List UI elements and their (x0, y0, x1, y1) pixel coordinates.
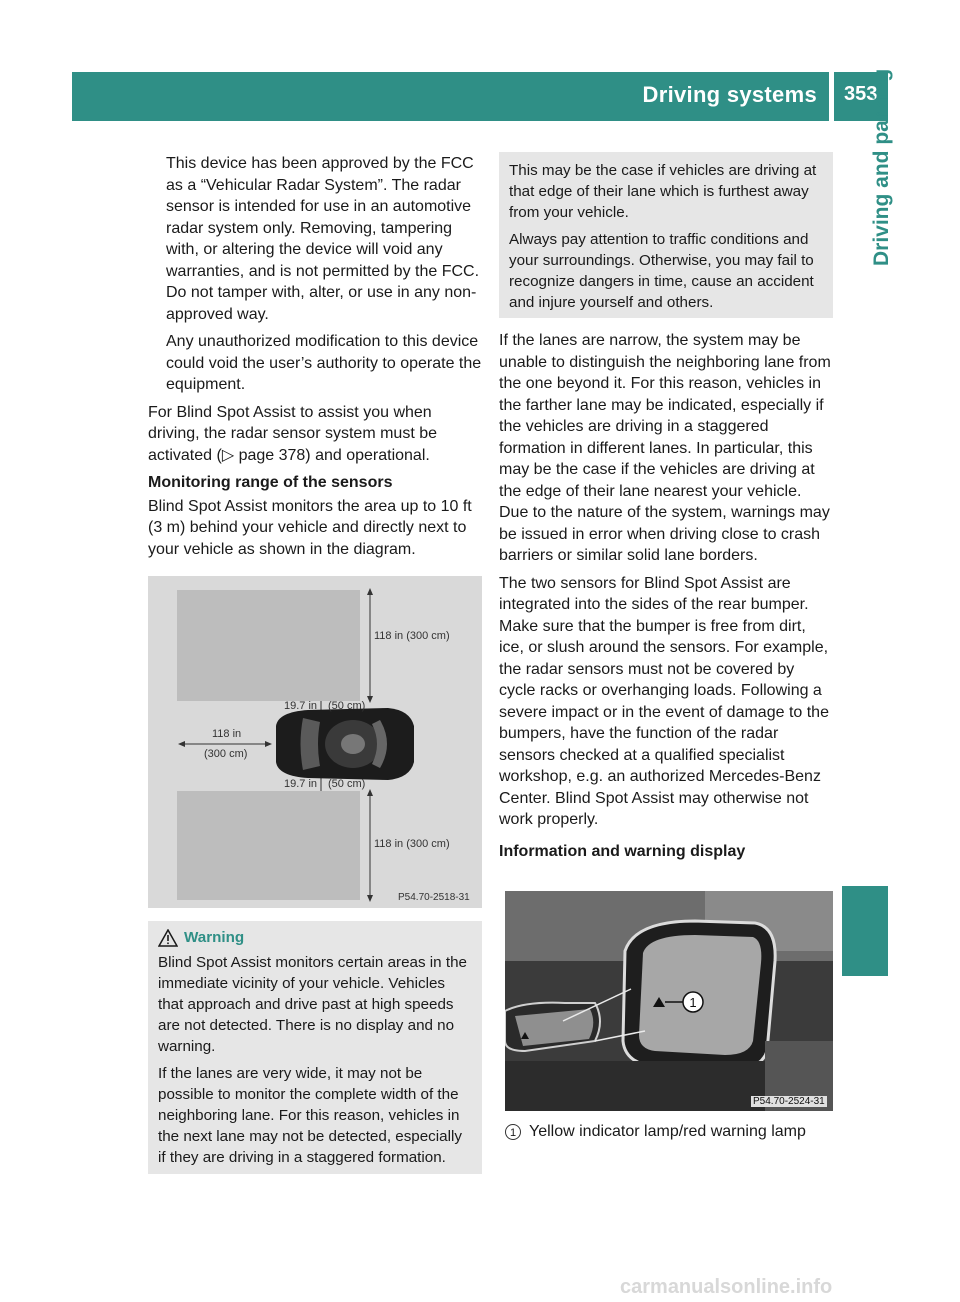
label-bottom-range: 118 in (300 cm) (374, 838, 450, 850)
figure-code: P54.70-2518-31 (398, 892, 470, 903)
sensor-range-diagram (148, 576, 482, 908)
fcc-paragraph-1: This device has been approved by the FCC as a “Vehicular Radar System”. The radar sensor is intended for use in an automotive radar system only. Removing, tampering with, or altering the device will void any warranties, and is not permitted by the FCC. Do not tamper with, alter, or use in any non-approved way. (166, 155, 480, 323)
right-column (499, 330, 833, 868)
mirror-graphic (505, 891, 833, 1111)
info-heading: Information and warning display (499, 842, 746, 860)
label-top-gap: 19.7 in (284, 700, 318, 712)
warning-continuation-box (499, 152, 833, 318)
section-title: Driving systems (642, 82, 817, 107)
sensors-paragraph: The two sensors for Blind Spot Assist are integrated into the sides of the rear bumper. Make sure that the bumper is free from dirt, ice, or slush around the sensors. For example, the radar sensors must not be covered by cycle racks or overhanging loads. Following a severe impact or in the event of damage to the bumpers, have the function of the radar sensors checked at a qualified specialist workshop, e.g. an authorized Mercedes-Benz Center. Blind Spot Assist may otherwise not work properly. (499, 574, 829, 828)
arrow-icon (367, 696, 373, 703)
side-color-block (842, 886, 888, 976)
car-top-view-icon (276, 708, 414, 780)
box-paragraph-2: Always pay attention to traffic conditions and your surroundings. Otherwise, you may fail to recognize dangers in time, cause an accident and injure yourself and others. (509, 231, 814, 311)
label-rear-in: 118 in (212, 728, 242, 740)
label-bottom-gap-cm: (50 cm) (328, 778, 366, 790)
photo-code: P54.70-2524-31 (753, 1096, 825, 1107)
monitoring-text: Blind Spot Assist monitors the area up to 10 ft (3 m) behind your vehicle and directly next to your vehicle as shown in the diagram. (148, 497, 472, 558)
mirror-photo (505, 891, 833, 1111)
warning-title-row (158, 927, 472, 948)
page-reference-link[interactable]: ▷ page 378 (221, 446, 306, 464)
arrow-icon (178, 741, 185, 747)
activation-paragraph (148, 402, 482, 467)
warning-triangle-icon (158, 929, 178, 947)
monitoring-heading: Monitoring range of the sensors (148, 474, 393, 491)
footer-watermark: carmanualsonline.info (620, 1276, 833, 1298)
page-number: 353 (844, 83, 878, 105)
bottom-zone (177, 791, 360, 900)
activation-text-pre: For Blind Spot Assist to assist you when driving, the radar sensor system must be activated ( (148, 403, 438, 464)
warning-paragraph-2: If the lanes are very wide, it may not be possible to monitor the complete width of the neighboring lane. For this reason, vehicles in the next lane may not be detected, especially if they are driving in a staggered formation. (158, 1065, 462, 1166)
label-rear-cm: (300 cm) (204, 748, 248, 760)
left-column (148, 153, 482, 566)
top-zone (177, 590, 360, 701)
fcc-paragraph-2: Any unauthorized modification to this device could void the user’s authority to operate the equipment. (166, 333, 482, 393)
warning-title: Warning (184, 929, 245, 946)
arrow-icon (367, 895, 373, 902)
arrow-icon (367, 588, 373, 595)
activation-text-post: ) and operational. (305, 446, 430, 464)
photo-callout-number: 1 (689, 995, 697, 1010)
diagram-graphic (148, 576, 482, 908)
arrow-icon (367, 789, 373, 796)
arrow-icon (265, 741, 272, 747)
label-bottom-gap: 19.7 in (284, 778, 318, 790)
warning-paragraph-1: Blind Spot Assist monitors certain areas in the immediate vicinity of your vehicle. Vehicles that approach and drive past at high speeds are not detected. There is no display and no warning. (158, 954, 467, 1055)
box-paragraph-1: This may be the case if vehicles are driving at that edge of their lane which is furthest away from your vehicle. (509, 162, 817, 221)
label-top-range: 118 in (300 cm) (374, 630, 450, 642)
legend-text: Yellow indicator lamp/red warning lamp (529, 1123, 806, 1140)
label-top-gap-cm: (50 cm) (328, 700, 366, 712)
header-bar (72, 72, 829, 121)
warning-box (148, 921, 482, 1174)
side-tab-label: Driving and parking (870, 68, 893, 266)
legend-row (505, 1121, 835, 1143)
lanes-paragraph: If the lanes are narrow, the system may be unable to distinguish the neighboring lane from the one beyond it. For this reason, vehicles in the farther lane may be indicated, especially if the vehicles are driving in a staggered formation in different lanes. In particular, this may be the case if the vehicles are driving at the edge of their lane nearest your vehicle. Due to the nature of the system, warnings may be issued in error when driving close to crash barriers or similar solid lane borders. (499, 332, 831, 564)
legend-number: 1 (505, 1124, 521, 1140)
